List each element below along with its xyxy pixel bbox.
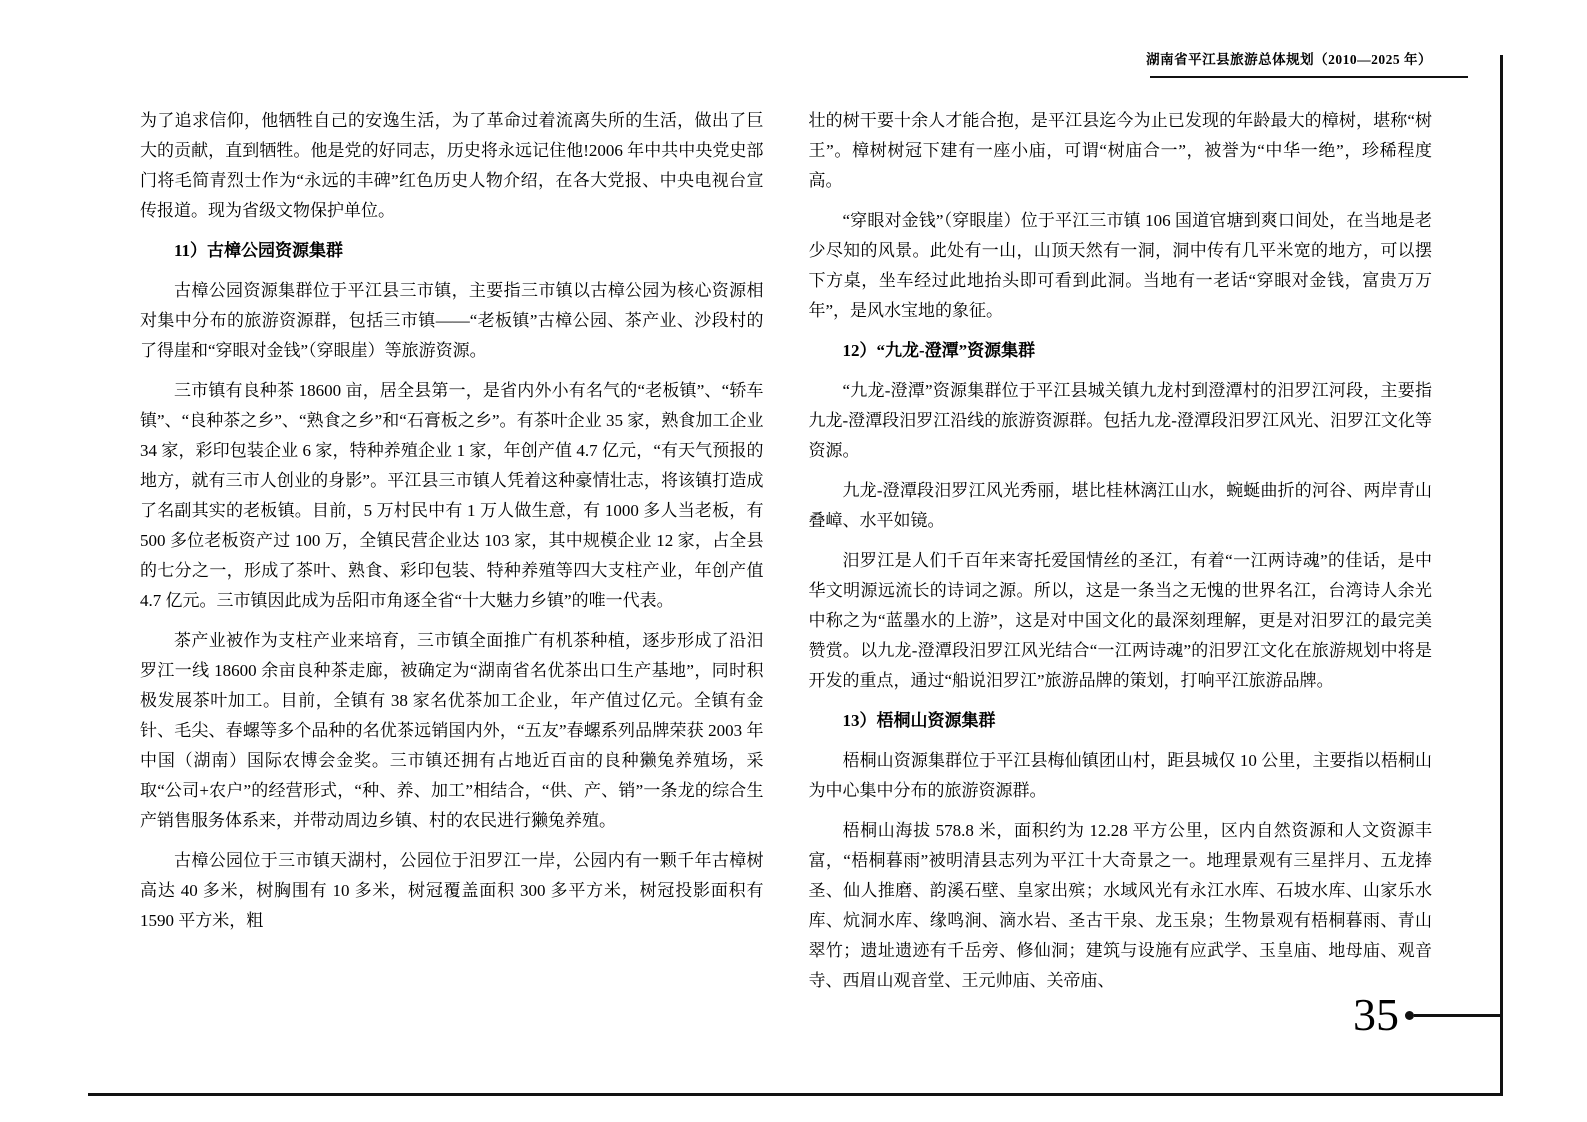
paragraph: 古樟公园位于三市镇天湖村，公园位于汨罗江一岸，公园内有一颗千年古樟树高达 40 多米，树胸围有 10 多米，树冠覆盖面积 300 多平方米，树冠投影面积有 1590 平方米，粗 bbox=[140, 851, 764, 930]
right-column bbox=[809, 106, 1433, 1006]
paragraph: 梧桐山资源集群位于平江县梅仙镇团山村，距县城仅 10 公里，主要指以梧桐山为中心集中分布的旅游资源群。 bbox=[808, 751, 1432, 800]
paragraph: “穿眼对金钱”（穿眼崖）位于平江三市镇 106 国道官塘到爽口间处，在当地是老少尽知的风景。此处有一山，山顶天然有一洞，洞中传有几平米宽的地方，可以摆下方桌，坐车经过此地抬头即可看到此洞。当地有一老话“穿眼对金钱，富贵万万年”，是风水宝地的象征。 bbox=[808, 211, 1432, 320]
paragraph: 壮的树干要十余人才能合抱，是平江县迄今为止已发现的年龄最大的樟树，堪称“树王”。樟树树冠下建有一座小庙，可谓“树庙合一”，被誉为“中华一绝”，珍稀程度高。 bbox=[808, 111, 1432, 190]
page-number: 35 bbox=[1353, 989, 1399, 1040]
right-border-rule bbox=[1500, 55, 1503, 1096]
header-rule bbox=[1150, 76, 1468, 78]
page-footer bbox=[1353, 989, 1502, 1040]
footer-rule bbox=[1414, 1014, 1502, 1017]
paragraph: 茶产业被作为支柱产业来培育，三市镇全面推广有机茶种植，逐步形成了沿汨罗江一线 18600 余亩良种茶走廊，被确定为“湖南省名优茶出口生产基地”，同时积极发展茶叶加工。目前，全镇有 38 家名优茶加工企业，年产值过亿元。全镇有金针、毛尖、春螺等多个品种的名优茶远销国内外，“五友”春螺系列品牌荣获 2003 年中国（湖南）国际农博会金奖。三市镇还拥有占地近百亩的良种獭兔养殖场，采取“公司+农户”的经营形式，“种、养、加工”相结合，“供、产、销”一条龙的综合生产销售服务体系来，并带动周边乡镇、村的农民进行獭兔养殖。 bbox=[140, 631, 764, 830]
heading-13-wutongshan: 13）梧桐山资源集群 bbox=[842, 711, 996, 730]
paragraph: 古樟公园资源集群位于平江县三市镇，主要指三市镇以古樟公园为核心资源相对集中分布的旅游资源群，包括三市镇——“老板镇”古樟公园、茶产业、沙段村的了得崖和“穿眼对金钱”（穿眼崖）等旅游资源。 bbox=[140, 281, 764, 360]
paragraph: 九龙-澄潭段汨罗江风光秀丽，堪比桂林漓江山水，蜿蜒曲折的河谷、两岸青山叠嶂、水平如镜。 bbox=[808, 481, 1432, 530]
left-column bbox=[140, 106, 764, 1006]
heading-11-guzhang-park: 11）古樟公园资源集群 bbox=[174, 241, 344, 260]
paragraph: 梧桐山海拔 578.8 米，面积约为 12.28 平方公里，区内自然资源和人文资源丰富，“梧桐暮雨”被明清县志列为平江十大奇景之一。地理景观有三星拌月、五龙捧圣、仙人推磨、韵溪石壁、皇家出殡；水域风光有永江水库、石坡水库、山家乐水库、炕洞水库、缘鸣涧、滴水岩、圣古干泉、龙玉泉；生物景观有梧桐暮雨、青山翠竹；遗址遗迹有千岳旁、修仙洞；建筑与设施有应武学、玉皇庙、地母庙、观音寺、西眉山观音堂、王元帅庙、关帝庙、 bbox=[808, 821, 1432, 990]
text-columns bbox=[140, 106, 1432, 1006]
paragraph: 为了追求信仰，他牺牲自己的安逸生活，为了革命过着流离失所的生活，做出了巨大的贡献，直到牺牲。他是党的好同志，历史将永远记住他!2006 年中共中央党史部门将毛简青烈士作为“永远的丰碑”红色历史人物介绍，在各大党报、中央电视台宣传报道。现为省级文物保护单位。 bbox=[140, 111, 764, 220]
paragraph: 三市镇有良种茶 18600 亩，居全县第一，是省内外小有名气的“老板镇”、“轿车镇”、“良种茶之乡”、“熟食之乡”和“石膏板之乡”。有茶叶企业 35 家，熟食加工企业 34 家，彩印包装企业 6 家，特种养殖企业 1 家，年创产值 4.7 亿元，“有天气预报的地方，就有三市人创业的身影”。平江县三市镇人凭着这种豪情壮志，将该镇打造成了名副其实的老板镇。目前，5 万村民中有 1 万人做生意，有 1000 多人当老板，有 500 多位老板资产过 100 万，全镇民营企业达 103 家，其中规模企业 12 家，占全县的七分之一，形成了茶叶、熟食、彩印包装、特种养殖等四大支柱产业，年创产值 4.7 亿元。三市镇因此成为岳阳市角逐全省“十大魅力乡镇”的唯一代表。 bbox=[140, 381, 764, 610]
paragraph: “九龙-澄潭”资源集群位于平江县城关镇九龙村到澄潭村的汨罗江河段，主要指九龙-澄潭段汨罗江沿线的旅游资源群。包括九龙-澄潭段汨罗江风光、汨罗江文化等资源。 bbox=[808, 381, 1432, 460]
page-header-title: 湖南省平江县旅游总体规划（2010—2025 年） bbox=[1146, 52, 1432, 67]
paragraph: 汨罗江是人们千百年来寄托爱国情丝的圣江，有着“一江两诗魂”的佳话，是中华文明源远流长的诗词之源。所以，这是一条当之无愧的世界名江，台湾诗人余光中称之为“蓝墨水的上游”，这是对中国文化的最深刻理解，更是对汨罗江的最完美赞赏。以九龙-澄潭段汨罗江风光结合“一江两诗魂”的汨罗江文化在旅游规划中将是开发的重点，通过“船说汨罗江”旅游品牌的策划，打响平江旅游品牌。 bbox=[808, 551, 1432, 690]
bottom-border-rule bbox=[88, 1093, 1503, 1096]
page-number-dot bbox=[1405, 1011, 1414, 1020]
heading-12-jiulong-chengtan: 12）“九龙-澄潭”资源集群 bbox=[842, 341, 1036, 360]
